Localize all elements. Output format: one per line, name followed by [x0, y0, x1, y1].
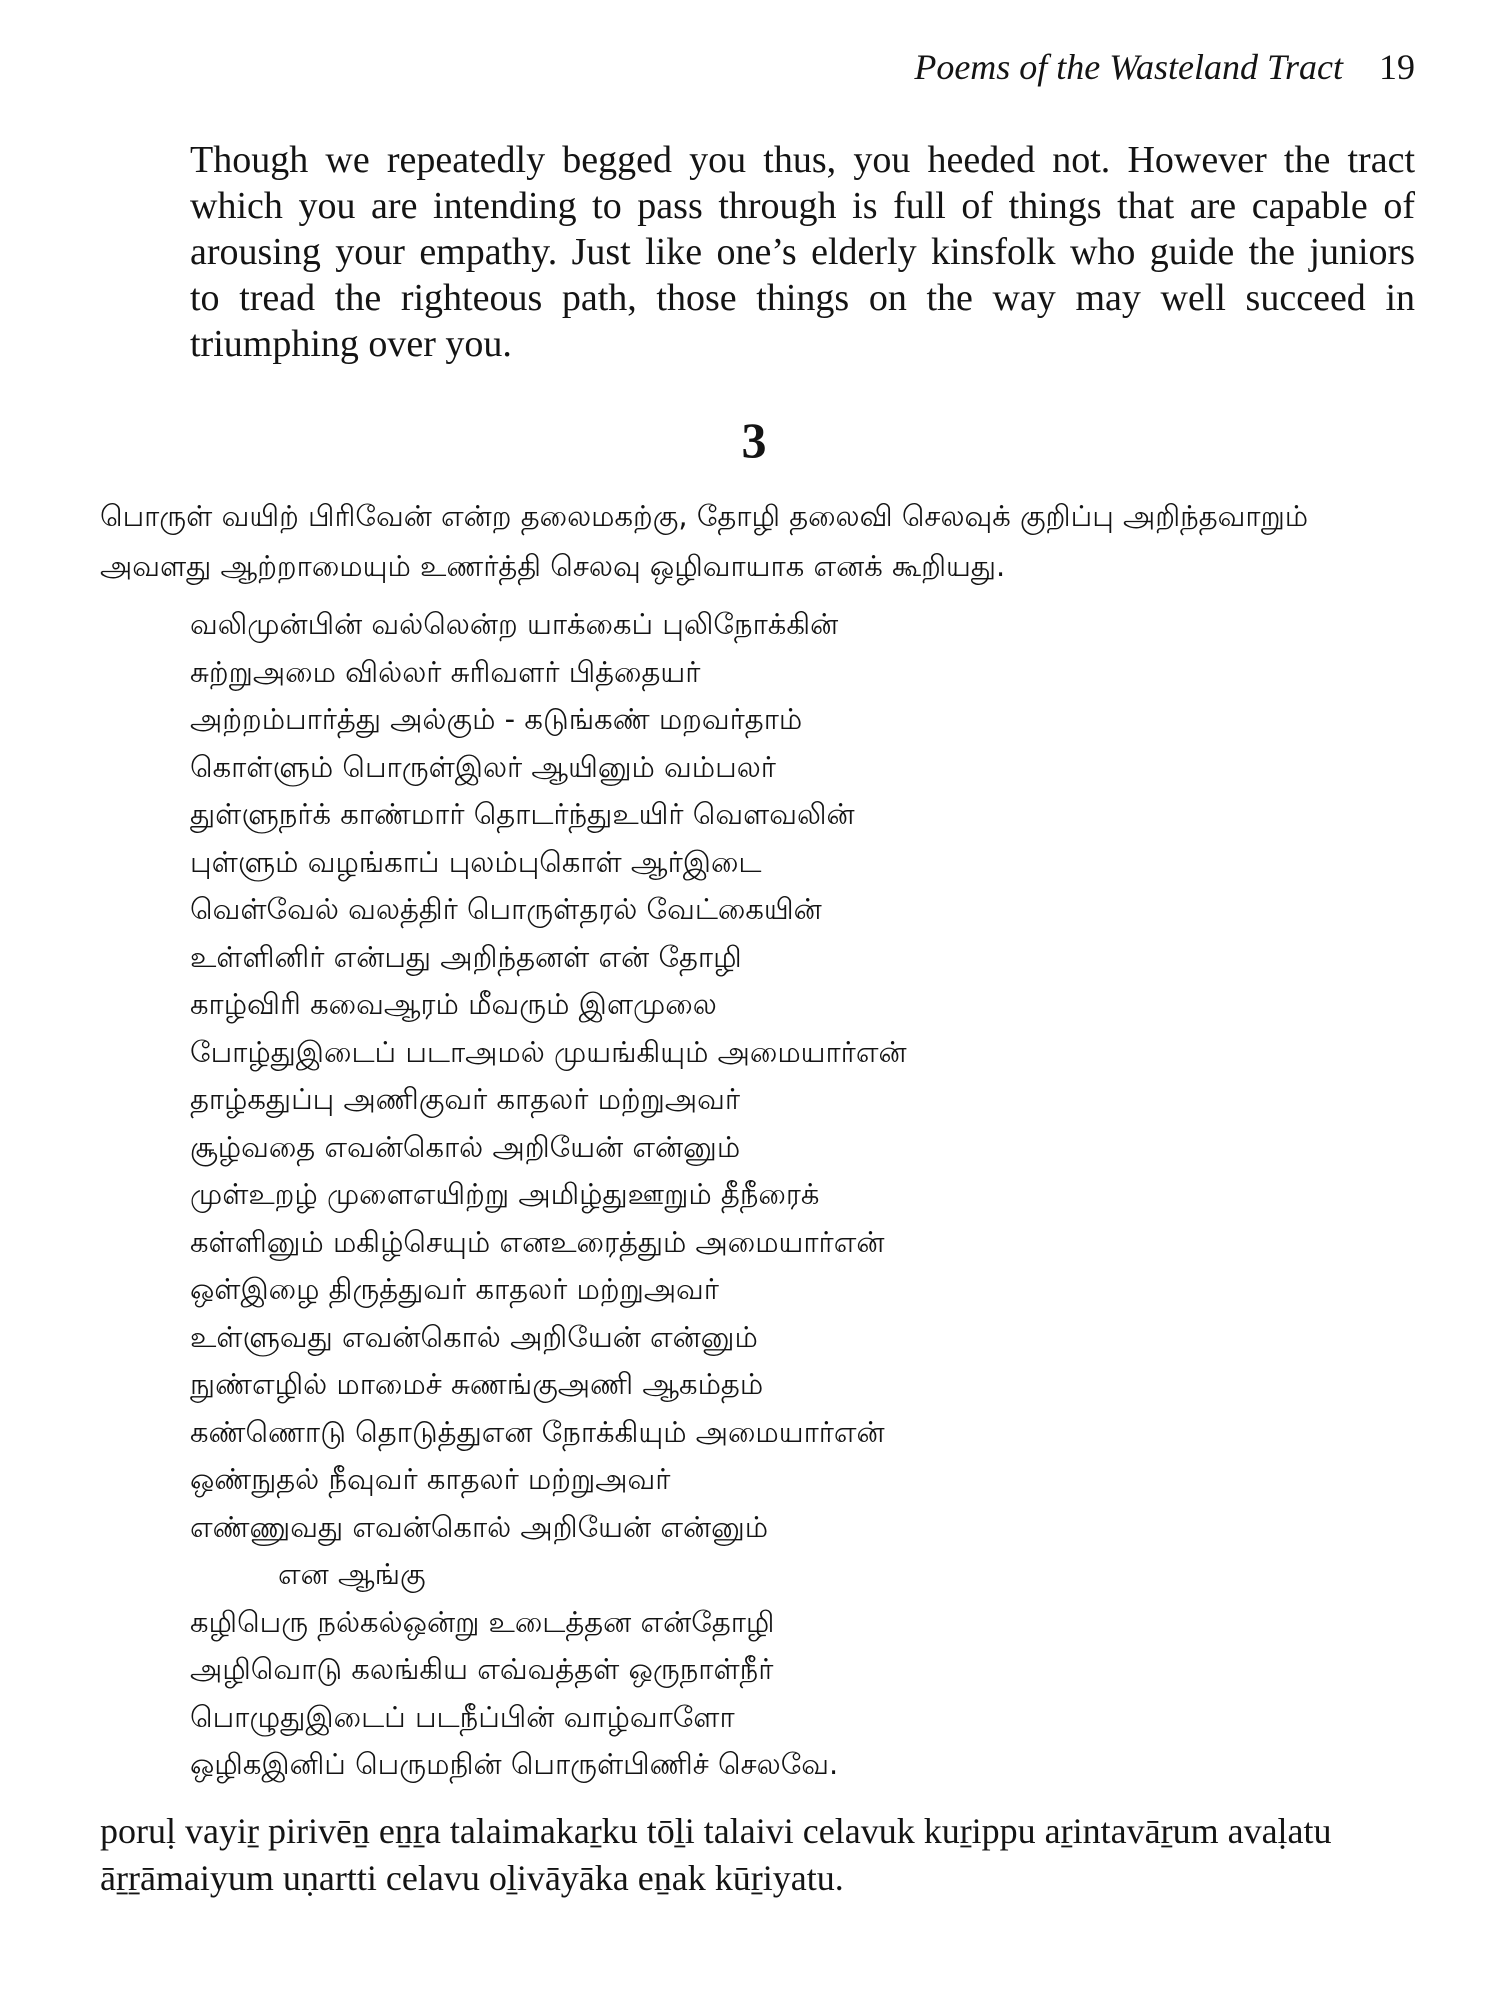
- verse-line: கண்ணொடு தொடுத்துஎன நோக்கியும் அமையார்என்: [190, 1414, 885, 1449]
- verse-line: புள்ளும் வழங்காப் புலம்புகொள் ஆர்இடை: [190, 844, 762, 879]
- verse-line: வலிமுன்பின் வல்லென்ற யாக்கைப் புலிநோக்கின்: [190, 607, 839, 641]
- verse-line: ஒழிகஇனிப் பெருமநின் பொருள்பிணிச் செலவே.: [190, 1747, 839, 1781]
- translation-line: to tread the righteous path, those things on the way may well succeed in: [190, 277, 1415, 319]
- translation-line: Though we repeatedly begged you thus, you heeded not. However the tract: [190, 139, 1415, 181]
- verse-line: துள்ளுநர்க் காண்மார் தொடர்ந்துஉயிர் வௌவலின்: [190, 797, 855, 831]
- poem-number: 3: [741, 412, 767, 468]
- verse-line: சுற்றுஅமை வில்லர் சுரிவளர் பித்தையர்: [190, 654, 701, 689]
- translation-line: which you are intending to pass through is full of things that are capable of: [190, 185, 1415, 227]
- verse-line: போழ்துஇடைப் படாஅமல் முயங்கியும் அமையார்என்: [190, 1034, 907, 1069]
- transliterated-colophon: [100, 1808, 1420, 1902]
- verse-line: கழிபெரு நல்கல்ஒன்று உடைத்தன என்தோழி: [190, 1604, 775, 1639]
- tamil-colophon-line: பொருள் வயிற் பிரிவேன் என்ற தலைமகற்கு, தோழி தலைவி செலவுக் குறிப்பு அறிந்தவாறும்: [100, 499, 1309, 533]
- verse-line: முள்உறழ் முளைஎயிற்று அமிழ்துஊறும் தீநீரைக்: [190, 1177, 820, 1211]
- verse-line: அழிவொடு கலங்கிய எவ்வத்தள் ஒருநாள்நீர்: [190, 1652, 774, 1686]
- verse-line: உள்ளுவது எவன்கொல் அறியேன் என்னும்: [190, 1319, 758, 1354]
- translation-line: arousing your empathy. Just like one’s elderly kinsfolk who guide the juniors: [190, 231, 1415, 273]
- verse-line-indented: என ஆங்கு: [278, 1557, 426, 1591]
- verse-line: பொழுதுஇடைப் படநீப்பின் வாழ்வாளோ: [190, 1699, 735, 1734]
- page-header: [914, 44, 1415, 90]
- verse-line: எண்ணுவது எவன்கொல் அறியேன் என்னும்: [190, 1509, 769, 1544]
- verse-line: ஒள்இழை திருத்துவர் காதலர் மற்றுஅவர்: [190, 1272, 719, 1306]
- verse-line: தாழ்கதுப்பு அணிகுவர் காதலர் மற்றுஅவர்: [190, 1082, 741, 1116]
- transliterated-colophon-line: āṟṟāmaiyum uṇartti celavu oḻivāyāka eṉak kūṟiyatu.: [100, 1858, 844, 1898]
- verse-line: நுண்எழில் மாமைச் சுணங்குஅணி ஆகம்தம்: [190, 1367, 764, 1401]
- poem-verse: [190, 601, 1400, 1789]
- verse-line: கொள்ளும் பொருள்இலர் ஆயினும் வம்பலர்: [190, 749, 776, 784]
- transliterated-colophon-line: poruḷ vayiṟ pirivēṉ eṉṟa talaimakaṟku tōḻi talaivi celavuk kuṟippu aṟintavāṟum avaḷatu: [100, 1811, 1332, 1851]
- translation-line: triumphing over you.: [190, 323, 512, 365]
- running-title: Poems of the Wasteland Tract: [914, 47, 1343, 87]
- verse-line: ஒண்நுதல் நீவுவர் காதலர் மற்றுஅவர்: [190, 1462, 671, 1496]
- verse-line: வெள்வேல் வலத்திர் பொருள்தரல் வேட்கையின்: [190, 892, 822, 926]
- verse-line: சூழ்வதை எவன்கொல் அறியேன் என்னும்: [190, 1129, 741, 1164]
- tamil-colophon: [100, 491, 1420, 591]
- verse-line: அற்றம்பார்த்து அல்கும் - கடுங்கண் மறவர்தாம்: [190, 702, 803, 736]
- translation-paragraph: [190, 137, 1415, 367]
- page-number: 19: [1379, 47, 1415, 87]
- verse-line: கள்ளினும் மகிழ்செயும் எனஉரைத்தும் அமையார்என்: [190, 1224, 885, 1259]
- tamil-colophon-line: அவளது ஆற்றாமையும் உணர்த்தி செலவு ஒழிவாயாக எனக் கூறியது.: [100, 549, 1006, 583]
- verse-line: உள்ளினிர் என்பது அறிந்தனள் என் தோழி: [190, 939, 742, 974]
- verse-line: காழ்விரி கவைஆரம் மீவரும் இளமுலை: [190, 987, 717, 1021]
